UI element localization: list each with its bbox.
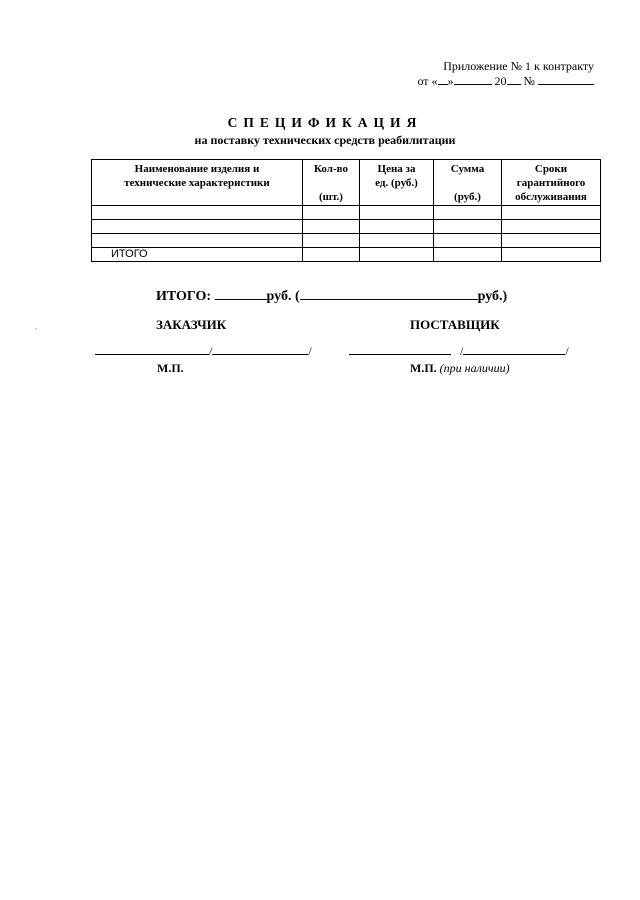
contract-date-line xyxy=(417,74,594,88)
document-title: СПЕЦИФИКАЦИЯ xyxy=(227,115,423,130)
document-subtitle: на поставку технических средств реабилитации xyxy=(194,133,456,147)
table-row xyxy=(92,206,601,220)
total-summary-line xyxy=(156,287,507,305)
customer-label: ЗАКАЗЧИК xyxy=(156,317,227,332)
date-prefix: от « xyxy=(417,74,438,88)
contract-number-blank xyxy=(538,74,594,85)
column-header-item-name: Наименование изделия и технические характеристики xyxy=(92,160,303,206)
customer-signature-blank xyxy=(95,343,209,355)
year-prefix: 20 xyxy=(494,74,507,88)
stamp-note: (при наличии) xyxy=(439,361,510,375)
month-blank xyxy=(454,74,492,85)
column-header-unit-price: Цена за ед. (руб.) xyxy=(360,160,434,206)
supplier-stamp-place: М.П. (при наличии) xyxy=(410,361,510,375)
number-sign: № xyxy=(523,74,535,88)
supplier-label: ПОСТАВЩИК xyxy=(410,317,500,332)
customer-signature-line: / / xyxy=(95,343,312,359)
rub-close-label: руб.) xyxy=(477,289,508,304)
scan-speck xyxy=(36,328,37,329)
supplier-signature-line: / / xyxy=(349,343,569,359)
total-row-label: ИТОГО xyxy=(92,248,303,262)
table-header-row xyxy=(92,160,601,206)
appendix-reference: Приложение № 1 к контракту xyxy=(443,59,594,73)
total-in-words-blank xyxy=(300,287,478,300)
total-label: ИТОГО: xyxy=(156,289,212,304)
supplier-signature-blank xyxy=(349,343,451,355)
column-header-quantity: Кол-во (шт.) xyxy=(303,160,360,206)
table-total-row xyxy=(92,248,601,262)
column-header-sum: Сумма (руб.) xyxy=(434,160,502,206)
table-row xyxy=(92,220,601,234)
supplier-name-blank xyxy=(463,343,565,355)
customer-stamp-place: М.П. xyxy=(157,361,184,375)
rub-label: руб. ( xyxy=(266,289,300,304)
specification-table xyxy=(91,159,601,262)
table-row xyxy=(92,234,601,248)
date-mid: » xyxy=(447,74,454,88)
customer-name-blank xyxy=(212,343,308,355)
total-amount-blank xyxy=(215,287,267,300)
year-blank xyxy=(507,74,521,85)
column-header-warranty: Сроки гарантийного обслуживания xyxy=(502,160,601,206)
day-blank xyxy=(438,74,448,85)
